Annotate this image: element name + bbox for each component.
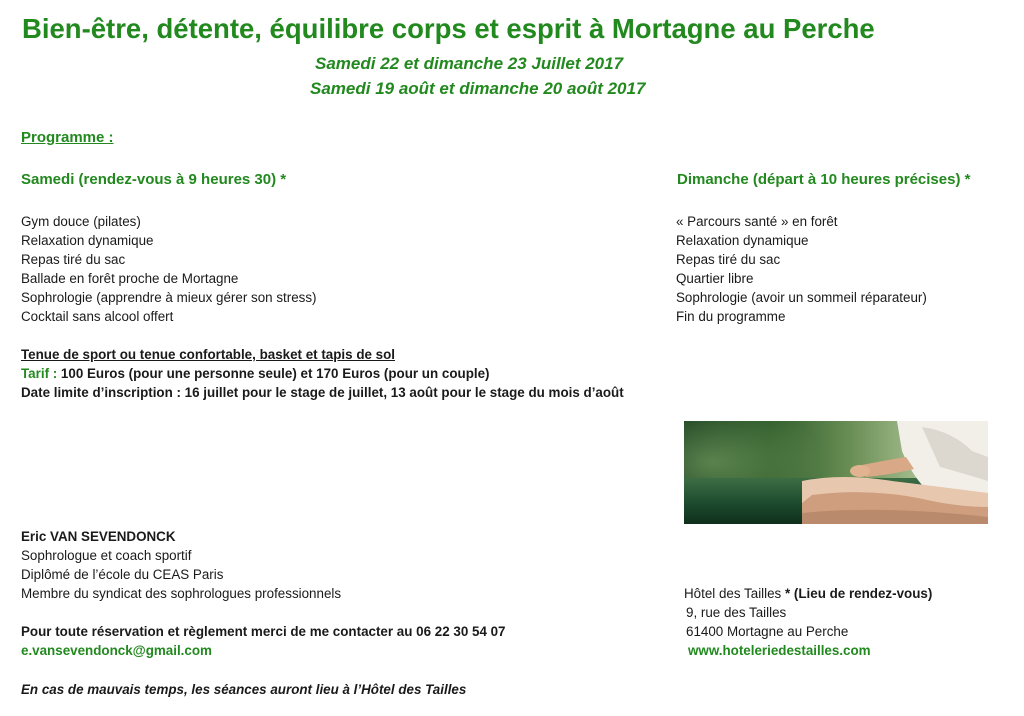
registration-deadline: Date limite d’inscription : 16 juillet pour le stage de juillet, 13 août pour le stage du mois d’août	[21, 385, 624, 400]
tarif-value: 100 Euros (pour une personne seule) et 170 Euros (pour un couple)	[57, 366, 490, 381]
coach-detail-line: Sophrologue et coach sportif	[21, 548, 192, 563]
contact-email-link[interactable]: e.vansevendonck@gmail.com	[21, 643, 212, 658]
programme-heading: Programme :	[21, 129, 114, 146]
saturday-item: Cocktail sans alcool offert	[21, 309, 174, 324]
sunday-item: Relaxation dynamique	[676, 233, 809, 248]
sunday-item: Fin du programme	[676, 309, 786, 324]
date-line-august: Samedi 19 août et dimanche 20 août 2017	[310, 79, 646, 98]
saturday-item: Ballade en forêt proche de Mortagne	[21, 271, 239, 286]
hotel-name: Hôtel des Tailles	[684, 586, 782, 601]
hotel-name-line	[684, 584, 932, 603]
saturday-item: Sophrologie (apprendre à mieux gérer son stress)	[21, 290, 317, 305]
saturday-item: Relaxation dynamique	[21, 233, 154, 248]
saturday-item: Repas tiré du sac	[21, 252, 126, 267]
hotel-street: 9, rue des Tailles	[686, 605, 787, 620]
sunday-item: Repas tiré du sac	[676, 252, 781, 267]
hotel-note: * (Lieu de rendez-vous)	[781, 586, 933, 601]
hotel-city: 61400 Mortagne au Perche	[686, 624, 849, 639]
coach-name: Eric VAN SEVENDONCK	[21, 529, 176, 544]
saturday-heading: Samedi (rendez-vous à 9 heures 30) *	[21, 171, 287, 188]
contact-text: Pour toute réservation et règlement merci de me contacter au 06 22 30 54 07	[21, 624, 506, 639]
coach-details	[21, 546, 341, 603]
meditation-photo	[684, 421, 988, 524]
sunday-item: Quartier libre	[676, 271, 754, 286]
dress-code: Tenue de sport ou tenue confortable, basket et tapis de sol	[21, 347, 396, 362]
meditation-figure-icon	[802, 421, 988, 524]
coach-detail-line: Membre du syndicat des sophrologues professionnels	[21, 586, 342, 601]
saturday-list	[21, 212, 317, 326]
sunday-item: « Parcours santé » en forêt	[676, 214, 838, 229]
saturday-item: Gym douce (pilates)	[21, 214, 141, 229]
tarif-label: Tarif :	[21, 366, 58, 381]
tarif-line	[21, 364, 490, 383]
sunday-list	[676, 212, 927, 326]
bad-weather-note: En cas de mauvais temps, les séances auront lieu à l’Hôtel des Tailles	[21, 682, 467, 697]
page-title: Bien-être, détente, équilibre corps et esprit à Mortagne au Perche	[22, 13, 875, 44]
hotel-website-link[interactable]: www.hoteleriedestailles.com	[688, 643, 871, 658]
sunday-item: Sophrologie (avoir un sommeil réparateur)	[676, 290, 927, 305]
sunday-heading: Dimanche (départ à 10 heures précises) *	[677, 171, 971, 188]
date-line-july: Samedi 22 et dimanche 23 Juillet 2017	[315, 54, 624, 73]
coach-detail-line: Diplômé de l’école du CEAS Paris	[21, 567, 224, 582]
